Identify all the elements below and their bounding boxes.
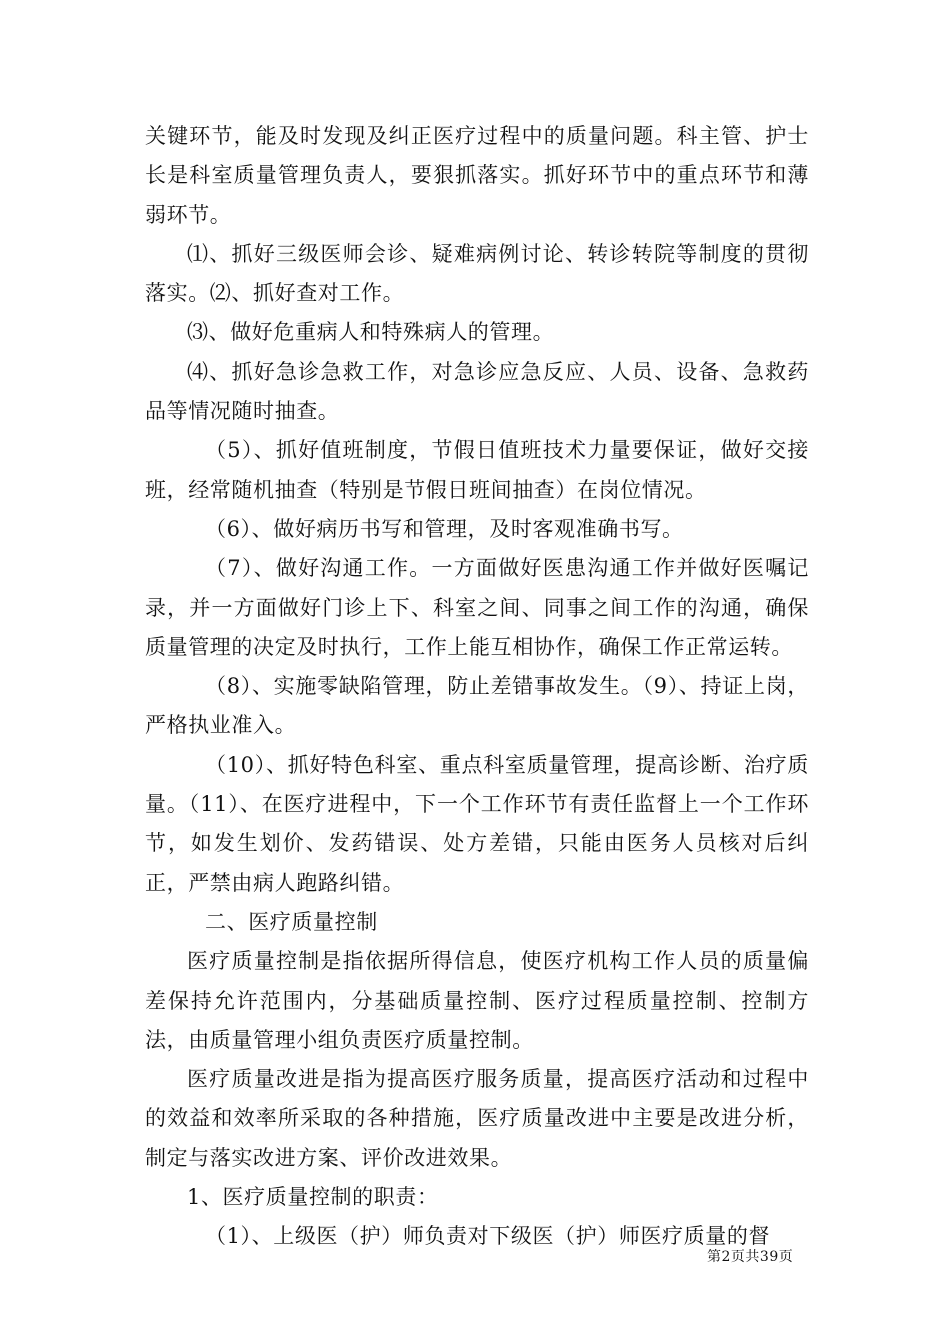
page-number: 第2页共39页 [707, 1249, 794, 1265]
paragraph-continuation: 关键环节，能及时发现及纠正医疗过程中的质量问题。科主管、护士长是科室质量管理负责人，要狠抓落实。抓好环节中的重点环节和薄弱环节。 [145, 124, 809, 227]
paragraph-item-10-11: （10）、抓好特色科室、重点科室质量管理，提高诊断、治疗质量。（11）、在医疗进程中，下一个工作环节有责任监督上一个工作环节，如发生划价、发药错误、处方差错，只能由医务人员核对后纠正，严禁由病人跑路纠错。 [145, 752, 809, 895]
paragraph-item-8-9: （8）、实施零缺陷管理，防止差错事故发生。（9）、持证上岗，严格执业准入。 [145, 674, 809, 738]
paragraph-item-7: （7）、做好沟通工作。一方面做好医患沟通工作并做好医嘱记录，并一方面做好门诊上下、科室之间、同事之间工作的沟通，确保质量管理的决定及时执行，工作上能互相协作，确保工作正常运转。 [145, 556, 809, 659]
paragraph-item-6: （6）、做好病历书写和管理，及时客观准确书写。 [205, 516, 684, 541]
paragraph-item-5: （5）、抓好值班制度，节假日值班技术力量要保证，做好交接班，经常随机抽查（特别是节假日班间抽查）在岗位情况。 [145, 438, 809, 502]
paragraph-duty-1: （1）、上级医（护）师负责对下级医（护）师医疗质量的督 [205, 1224, 771, 1249]
paragraph-item-3: ⑶、做好危重病人和特殊病人的管理。 [187, 320, 555, 345]
document-body [145, 117, 809, 1257]
paragraph-item-4: ⑷、抓好急诊急救工作，对急诊应急反应、人员、设备、急救药品等情况随时抽查。 [145, 359, 809, 424]
section-heading: 二、医疗质量控制 [205, 909, 378, 934]
paragraph-item-1-2: ⑴、抓好三级医师会诊、疑难病例讨论、转诊转院等制度的贯彻落实。⑵、抓好查对工作。 [145, 241, 809, 306]
paragraph-quality-improvement: 医疗质量改进是指为提高医疗服务质量，提高医疗活动和过程中的效益和效率所采取的各种措施，医疗质量改进中主要是改进分析，制定与落实改进方案、评价改进效果。 [145, 1067, 809, 1170]
paragraph-quality-control: 医疗质量控制是指依据所得信息，使医疗机构工作人员的质量偏差保持允许范围内，分基础质量控制、医疗过程质量控制、控制方法，由质量管理小组负责医疗质量控制。 [145, 949, 809, 1052]
subsection-heading: 1、医疗质量控制的职责： [187, 1185, 439, 1210]
